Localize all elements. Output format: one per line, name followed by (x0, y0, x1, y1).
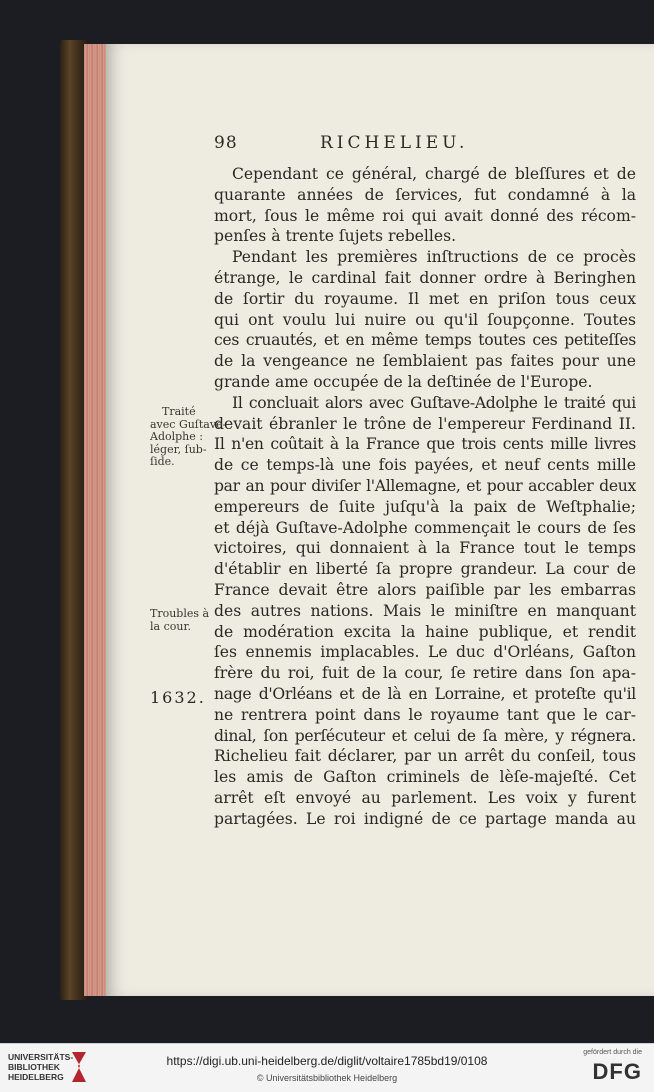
text-line: étrange, le cardinal fait donner ordre à Beringhen (214, 268, 636, 287)
text-line: qui ont voulu lui nuire ou qu'il ſoupçonne. Toutes (214, 310, 636, 329)
margin-note-line: la cour. (150, 619, 191, 633)
text-line: Cependant ce général, chargé de bleſſures et de (232, 165, 636, 183)
body-text (214, 164, 636, 830)
text-line: France devait être alors paiſible par les embarras (214, 580, 636, 599)
margin-note-traite (150, 406, 226, 469)
text-line: des autres nations. Mais le miniſtre en manquant (214, 601, 636, 620)
text-line: frère du roi, fuit de la cour, ſe retire dans ſon apa- (214, 664, 636, 683)
text-line: nage d'Orléans et de là en Lorraine, et proteſte qu'il (214, 684, 636, 703)
dfg-logo: DFG (592, 1059, 642, 1084)
text-line: ne rentrera point dans le royaume tant que le car- (214, 705, 636, 724)
text-line: empereurs de ſuite juſqu'à la paix de Weſtphalie; (214, 497, 636, 516)
text-line: ces cruautés, et en même temps toutes ces petiteſſes (214, 331, 636, 350)
text-line: penſes à trente ſujets rebelles. (214, 227, 457, 246)
text-line: Pendant les premières inſtructions de ce procès (232, 248, 636, 267)
text-line: Il n'en coûtait à la France que trois cents mille livres (214, 435, 636, 454)
text-line: quarante années de ſervices, fut condamné à la (214, 185, 636, 204)
viewer-footer (0, 1043, 654, 1092)
margin-note-line: Adolphe : (150, 430, 203, 443)
margin-note-line: ſide. (150, 455, 175, 468)
text-line: par an pour diviſer l'Allemagne, et pour accabler deux (214, 476, 636, 495)
text-line: victoires, qui donnaient à la France tout le temps (214, 539, 636, 558)
text-line: arrêt eſt envoyé au parlement. Les voix y furent (214, 788, 636, 807)
funding-label: gefördert durch die (583, 1049, 642, 1056)
year-marker: 1632. (150, 688, 206, 707)
page-number: 98 (214, 133, 238, 153)
text-line: de ce temps-là une fois payées, et neuf cents mille (214, 456, 636, 475)
text-line: de modération excita la haine publique, et rendit (214, 622, 636, 641)
library-logo-line: HEIDELBERG (8, 1072, 64, 1082)
text-line: les amis de Gaſton criminels de lèſe-majeſté. Cet (214, 768, 636, 787)
text-line: Il concluait alors avec Guſtave-Adolphe le traité qui (232, 393, 636, 412)
text-line: d'établir en liberté ſa propre grandeur. La cour de (214, 560, 636, 579)
margin-note-line: léger, ſub- (150, 442, 207, 456)
running-head: RICHELIEU. (320, 133, 469, 153)
margin-note-troubles (150, 608, 209, 633)
text-line: devait ébranler le trône de l'empereur Ferdinand II. (214, 414, 636, 433)
text-line: dinal, ſon perſécuteur et celui de ſa mère, y régnera. (214, 726, 636, 745)
text-line: mort, ſous le même roi qui avait donné des récom- (214, 206, 636, 225)
margin-note-line: Troubles à (150, 607, 210, 620)
text-line: de ſortir du royaume. Il met en priſon tous ceux (214, 289, 636, 308)
text-line: partagées. Le roi indigné de ce partage manda au (214, 809, 636, 828)
library-logo-line: UNIVERSITÄTS- (8, 1052, 74, 1062)
text-line: de la vengeance ne ſemblaient pas faites pour une (214, 352, 636, 371)
margin-note-line: avec Guſtave- (150, 417, 227, 431)
margin-note-line: Traité (162, 405, 196, 418)
text-line: ſes ennemis implacables. Le duc d'Orléans, Gaſton (214, 643, 636, 662)
copyright-notice: © Universitätsbibliothek Heidelberg (256, 1073, 398, 1083)
permalink-url[interactable]: https://digi.ub.uni-heidelberg.de/diglit/voltaire1785bd19/0108 (166, 1054, 488, 1068)
text-line: et déjà Guſtave-Adolphe commençait le cours de ſes (214, 518, 636, 537)
library-logo-line: BIBLIOTHEK (8, 1062, 60, 1072)
text-line: grande ame occupée de la deſtinée de l'Europe. (214, 372, 593, 391)
text-line: Richelieu fait déclarer, par un arrêt du conſeil, tous (214, 747, 636, 766)
